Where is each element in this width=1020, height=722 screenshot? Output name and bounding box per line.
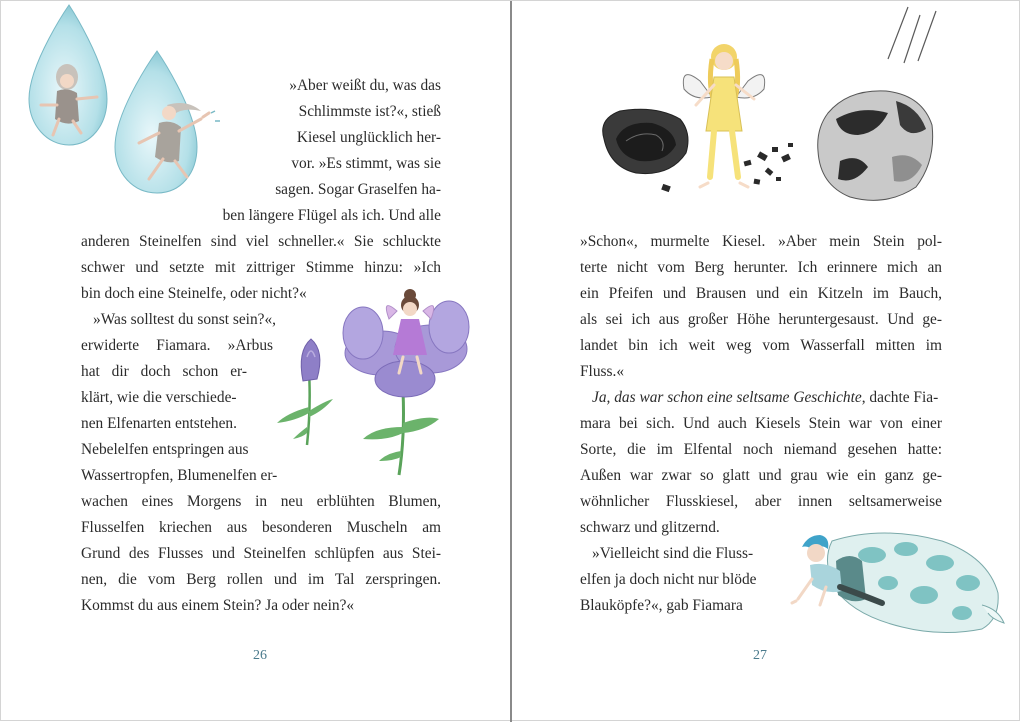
- stone-fairy-illustration: [596, 1, 976, 211]
- text-line: »Aber weißt du, was das: [289, 77, 441, 94]
- rock-fragment: [776, 177, 781, 181]
- text-line: Blauköpfe?«, gab Fiamara: [580, 597, 743, 614]
- text-line: terte nicht vom Berg herunter. Ich erinnere mich an: [580, 259, 942, 276]
- text-line: »Vielleicht sind die Fluss-: [592, 545, 754, 562]
- rock-fragment: [744, 160, 752, 167]
- text-line: Kiesel unglücklich her-: [296, 129, 441, 146]
- text-line: wachen eines Morgens in neu erblühten Blumen,: [81, 493, 441, 510]
- text-line: Schlimmste ist?«, stieß: [298, 103, 441, 120]
- rock-fragment: [788, 143, 793, 147]
- water-drop-fairies-illustration: [23, 1, 238, 201]
- rock-fragment: [661, 184, 671, 192]
- text-line: »Schon«, murmelte Kiesel. »Aber mein Stein pol-: [580, 233, 942, 250]
- text-line: anderen Steinelfen sind viel schneller.« Sie schluckte: [81, 233, 441, 250]
- text-line: landet bin ich weit weg vom Wasserfall mitten im: [580, 337, 942, 354]
- text-line: ben längere Flügel als ich. Und alle: [222, 207, 441, 224]
- text-line: elfen ja doch nicht nur blöde: [580, 571, 757, 588]
- text-line: hat dir doch schon er-: [81, 363, 247, 380]
- text-line: ein Pfeifen und Brausen und ein Kitzeln im Bauch,: [580, 285, 942, 302]
- shell-fairy-illustration: [792, 521, 1012, 641]
- text-line: »Was solltest du sonst sein?«,: [93, 311, 277, 328]
- rock-fragment: [772, 147, 778, 152]
- text-line: nen Elfenarten entstehen.: [81, 415, 237, 432]
- text-line: mara bei sich. Und auch Kiesels Stein war von einer: [580, 415, 942, 432]
- text-line: Nebelelfen entspringen aus: [81, 441, 249, 458]
- text-line: als sei ich aus großer Höhe heruntergesaust. Und ge-: [580, 311, 942, 328]
- text-line: Kommst du aus einem Stein? Ja oder nein?«: [81, 597, 355, 614]
- text-line: Fluss.«: [580, 363, 625, 380]
- text-run: , dachte Fia-: [861, 389, 939, 406]
- page-number: 27: [753, 648, 767, 663]
- flower-fairy-illustration: [271, 287, 476, 482]
- text-line: schwer und setzte mit zittriger Stimme hinzu: »Ich: [81, 259, 441, 276]
- rock-fragment: [765, 168, 774, 176]
- text-line: schwarz und glitzernd.: [580, 519, 720, 536]
- page-number: 26: [253, 648, 267, 663]
- rock-fragment: [757, 151, 768, 161]
- text-line: Wassertropfen, Blumenelfen er-: [81, 467, 278, 484]
- text-line: klärt, wie die verschiede-: [81, 389, 237, 406]
- text-line: bin doch eine Steinelfe, oder nicht?«: [81, 285, 307, 302]
- text-line: Außen war zwar so glatt und grau wie ein ganz ge-: [580, 467, 942, 484]
- rock-fragment: [781, 154, 791, 163]
- italic-thought: Ja, das war schon eine seltsame Geschichte: [592, 389, 862, 406]
- text-line: wöhnlicher Flusskiesel, aber innen seltsamerweise: [580, 493, 942, 510]
- text-line: [592, 388, 938, 408]
- right-page: [512, 1, 1020, 722]
- smooth-rock-right: [818, 91, 933, 200]
- text-line: nen, die vom Berg rollen und im Tal zerspringen.: [81, 571, 441, 588]
- text-line: sagen. Sogar Graselfen ha-: [275, 181, 441, 198]
- left-page: [1, 1, 510, 722]
- text-line: Grund des Flusses und Steinelfen schlüpfen aus Stei-: [81, 545, 441, 562]
- text-line: Flusselfen kriechen aus besonderen Muscheln am: [81, 519, 441, 536]
- text-line: Sorte, die im Elfental noch niemand gesehen hatte:: [580, 441, 942, 458]
- text-line: erwiderte Fiamara. »Arbus: [81, 337, 273, 354]
- rock-fragment: [754, 179, 761, 185]
- text-line: vor. »Es stimmt, was sie: [291, 155, 441, 172]
